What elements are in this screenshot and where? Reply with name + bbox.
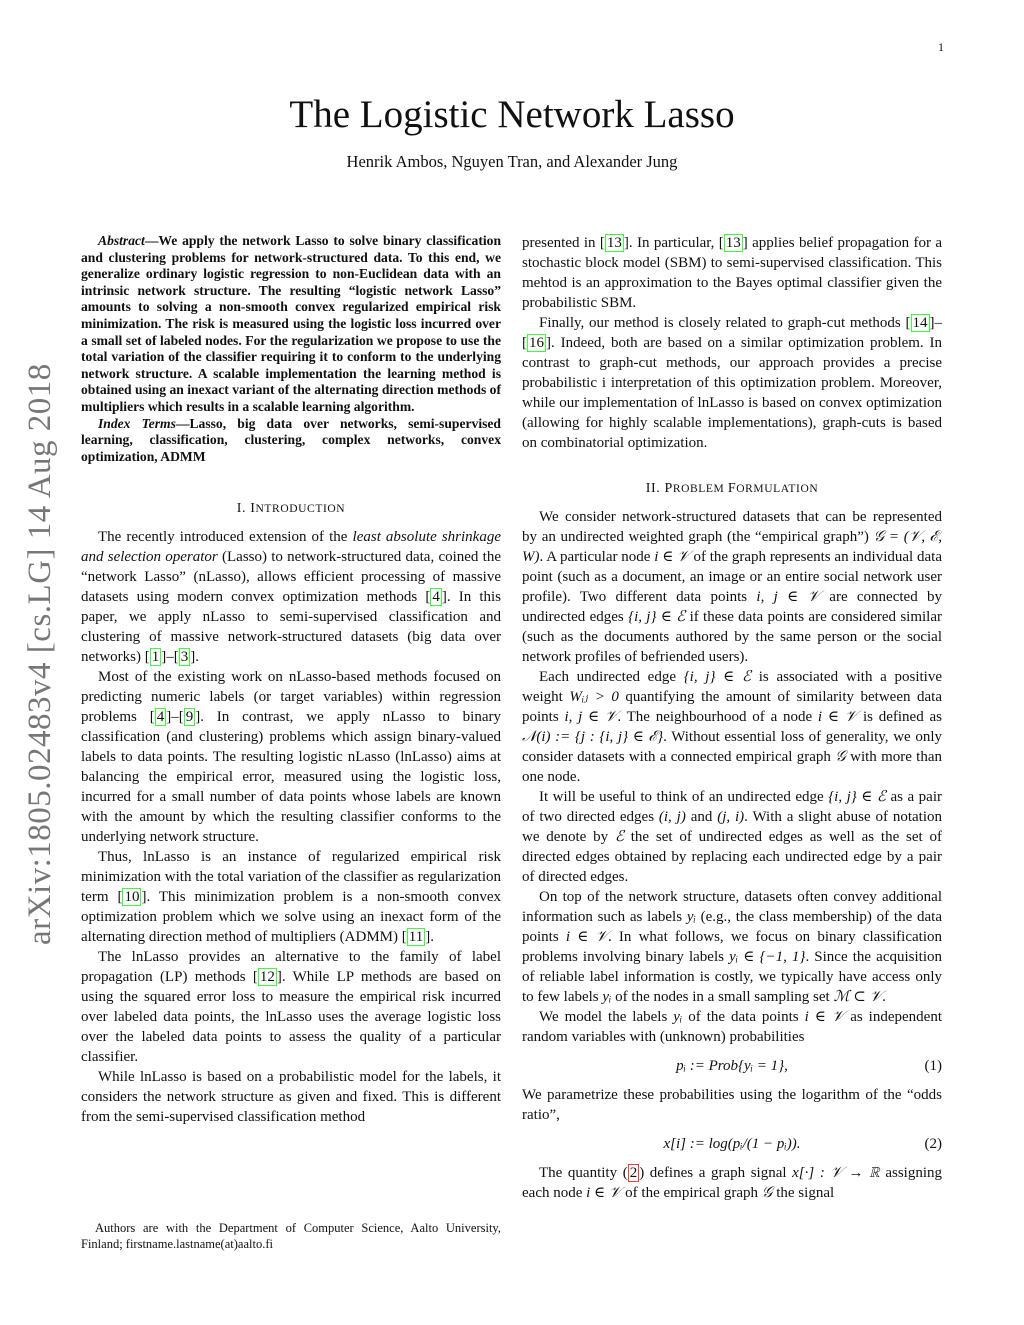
- citation-12[interactable]: 12: [259, 969, 275, 986]
- section-heading-problem-formulation: II. PROBLEM FORMULATION: [645, 481, 819, 496]
- problem-paragraph-2: Each undirected edge {i, j} ∈ ℰ is associated with a positive weight Wᵢⱼ > 0 quantifying the amount of similarity between data points i, j ∈ 𝒱. The neighbourhood of a node i ∈ 𝒱 is defined as 𝒩(i) := {j : {i, j} ∈ ℰ}. Without essential loss of generality, we only consider datasets with a connected empirical graph 𝒢 with more than one node.: [522, 669, 943, 785]
- citation-14[interactable]: 14: [912, 315, 928, 331]
- arxiv-identifier: arXiv:1805.02483v4 [cs.LG] 14 Aug 2018: [22, 363, 58, 945]
- citation-3[interactable]: 3: [180, 649, 189, 666]
- citation-4[interactable]: 4: [432, 589, 440, 606]
- citation-11[interactable]: 11: [408, 929, 424, 946]
- left-column: [81, 233, 501, 1127]
- right-paragraph-2: Finally, our method is closely related to graph-cut methods [ 14 ]–[ 16 ]. Indeed, both are based on a similar optimization problem. In contrast to graph-cut methods, our approach provides a precise probabilistic i interpretation of this optimization problem. Moreover, while our implementation of lnLasso is based on convex optimization (allowing for highly scalable implementations), graph-cuts is based on combinatorial optimization.: [522, 315, 942, 451]
- right-column: [522, 233, 942, 1203]
- equation-1-number: (1): [924, 1058, 942, 1074]
- citation-13[interactable]: 13: [606, 235, 622, 251]
- right-paragraph-1: presented in [ 13 ]. In particular, [ 13 ] applies belief propagation for a stochastic block model (SBM) to semi-supervised classification. This mehtod is an approximation to the Bayes optimal classifier given the probabilistic SBM.: [522, 235, 942, 311]
- equation-2: [522, 1131, 942, 1157]
- citation-16[interactable]: 16: [529, 335, 544, 351]
- equation-1-math: pᵢ := Prob{yᵢ = 1},: [676, 1058, 788, 1074]
- equation-1: [522, 1053, 942, 1079]
- index-terms: [81, 416, 501, 466]
- equation-reference-2[interactable]: 2: [629, 1165, 638, 1181]
- problem-paragraph-5: We model the labels yᵢ of the data points i ∈ 𝒱 as independent random variables with (unknown) probabilities: [522, 1009, 942, 1045]
- intro-paragraph-1: The recently introduced extension of the least absolute shrinkage and selection operator (Lasso) to network-structured data, coined the “network Lasso” (nLasso), allows efficient processing of massive datasets using modern convex optimization methods [ 4 ]. In this paper, we apply nLasso to semi-supervised classification and clustering of massive network-structured datasets (big data over networks) [ 1 ]–[ 3 ].: [81, 529, 501, 666]
- problem-paragraph-7: The quantity ( 2 ) defines a graph signal x[·] : 𝒱 → ℝ assigning each node i ∈ 𝒱 of the empirical graph 𝒢 the signal: [522, 1165, 942, 1201]
- problem-paragraph-1: We consider network-structured datasets that can be represented by an undirected weighted graph (the “empirical graph”) 𝒢 = (𝒱, ℰ, W). A particular node i ∈ 𝒱 of the graph represents an individual data point (such as a document, an image or an entire social network user profile). Two different data points i, j ∈ 𝒱 are connected by undirected edges {i, j} ∈ ℰ if these data points are considered similar (such as the documents authored by the same person or the social network profiles of befriended users).: [522, 509, 942, 665]
- citation-1[interactable]: 1: [151, 649, 160, 666]
- paper-authors: Henrik Ambos, Nguyen Tran, and Alexander Jung: [346, 152, 678, 171]
- index-terms-label: Index Terms: [98, 415, 176, 431]
- page-number: 1: [938, 40, 944, 54]
- citation-10[interactable]: 10: [124, 889, 140, 906]
- index-terms-text: —Lasso, big data over networks, semi-supervised learning, classification, clustering, complex networks, convex optimization, ADMM: [81, 415, 501, 464]
- equation-2-math: x[i] := log(pᵢ/(1 − pᵢ)).: [663, 1136, 801, 1152]
- intro-paragraph-2: Most of the existing work on nLasso-based methods focused on predicting numeric labels (or target variables) within regression problems [ 4 ]–[ 9 ]. In contrast, we apply nLasso to binary classification (and clustering) problems which assign binary-valued labels to data points. The resulting logistic nLasso (lnLasso) aims at balancing the empirical error, measured using the logistic loss, incurred for a small number of data points whose labels are known with the amount by which the resulting classifier conforms to the underlying network structure.: [81, 669, 501, 846]
- abstract-label: Abstract: [98, 233, 145, 248]
- problem-paragraph-3: It will be useful to think of an undirected edge {i, j} ∈ ℰ as a pair of two directed edges (i, j) and (j, i). With a slight abuse of notation we denote by ℰ the set of undirected edges as well as the set of directed edges obtained by replacing each undirected edge by a pair of directed edges.: [522, 789, 942, 885]
- intro-paragraph-3: Thus, lnLasso is an instance of regularized empirical risk minimization with the total variation of the classifier as regularization term [ 10 ]. This minimization problem is a non-smooth convex optimization problem which we solve using an inexact form of the alternating direction method of multipliers (ADMM) [ 11 ].: [81, 849, 501, 946]
- problem-paragraph-4: On top of the network structure, datasets often convey additional information such as labels yᵢ (e.g., the class membership) of the data points i ∈ 𝒱. In what follows, we focus on binary classification problems involving binary labels yᵢ ∈ {−1, 1}. Since the acquisition of reliable label information is costly, we typically have access only to few labels yᵢ of the nodes in a small sampling set ℳ ⊂ 𝒱.: [522, 889, 942, 1005]
- author-footnote: Authors are with the Department of Computer Science, Aalto University, Finland; firstname.lastname(at)aalto.fi: [81, 1221, 501, 1251]
- abstract-text: —We apply the network Lasso to solve binary classification and clustering problems for network-structured data. To this end, we generalize ordinary logistic regression to non-Euclidean data with an intrinsic network structure. The resulting “logistic network Lasso” amounts to solving a non-smooth convex regularized empirical risk minimization. The risk is measured using the logistic loss incurred over a small set of labeled nodes. For the regularization we propose to use the total variation of the classifier requiring it to conform to the underlying network structure. A scalable implementation the learning method is obtained using an inexact variant of the alternating direction methods of multipliers which results in a scalable learning algorithm.: [81, 233, 501, 414]
- intro-paragraph-5: While lnLasso is based on a probabilistic model for the labels, it considers the network structure as given and fixed. This is different from the semi-supervised classification method: [81, 1069, 501, 1126]
- intro-paragraph-4: The lnLasso provides an alternative to the family of label propagation (LP) methods [ 12 ]. While LP methods are based on using the squared error loss to measure the empirical risk incurred over labeled data points, the lnLasso uses the average logistic loss over the labeled data points to assess the quality of a particular classifier.: [81, 949, 501, 1066]
- problem-paragraph-6: We parametrize these probabilities using the logarithm of the “odds ratio”,: [522, 1087, 942, 1123]
- section-heading-introduction: I. INTRODUCTION: [236, 501, 346, 517]
- paper-title: The Logistic Network Lasso: [289, 93, 735, 136]
- citation-9[interactable]: 9: [185, 709, 194, 726]
- citation-13[interactable]: 13: [725, 235, 741, 251]
- abstract: [81, 233, 501, 416]
- equation-2-number: (2): [924, 1136, 942, 1152]
- citation-4[interactable]: 4: [156, 709, 165, 726]
